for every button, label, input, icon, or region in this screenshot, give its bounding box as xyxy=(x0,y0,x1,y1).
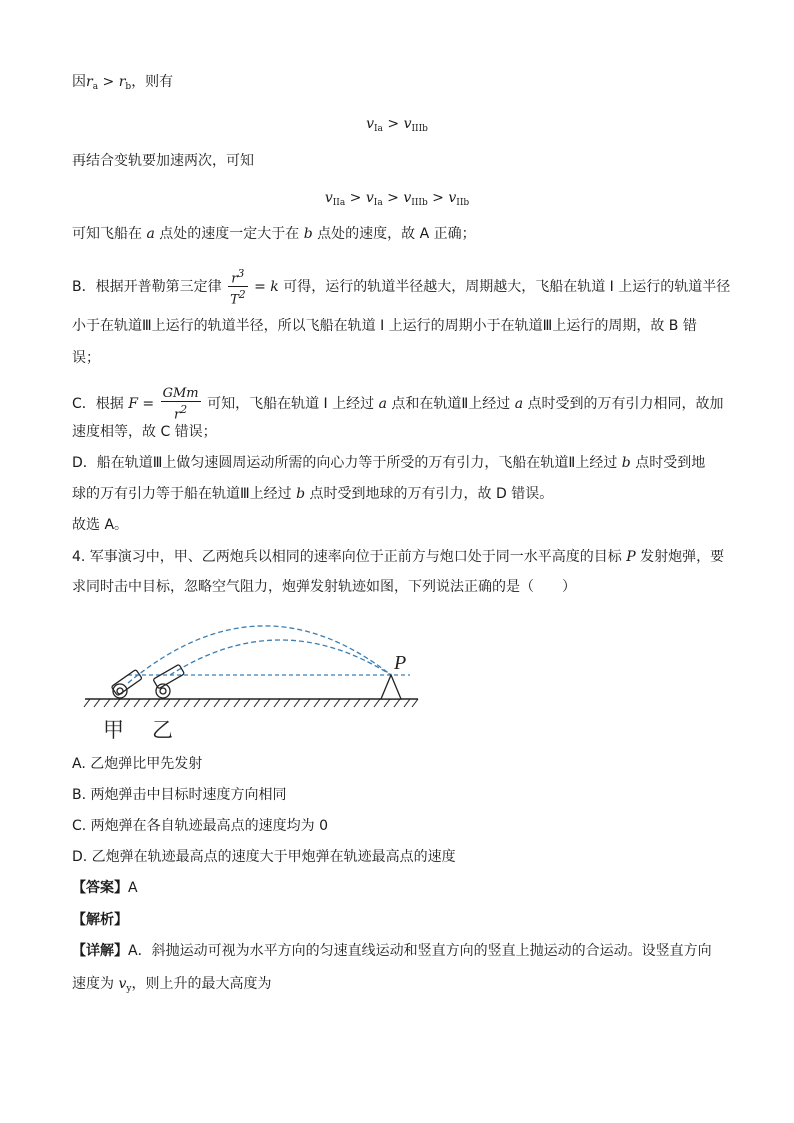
text-line-b-3: 误； xyxy=(72,350,100,366)
text-line-d-2: 球的万有引力等于船在轨道Ⅲ上经过 b 点时受到地球的万有引力，故 D 错误。 xyxy=(72,486,554,502)
answer-line: 【答案】A xyxy=(72,880,138,896)
text-line-d-1: D．船在轨道Ⅲ上做匀速圆周运动所需的向心力等于所受的万有引力，飞船在轨道Ⅱ上经过 b 点时受到地 xyxy=(72,455,706,471)
option-d: D. 乙炮弹在轨迹最高点的速度大于甲炮弹在轨迹最高点的速度 xyxy=(72,849,456,865)
option-a: A. 乙炮弹比甲先发射 xyxy=(72,756,203,772)
text-line-b-2: 小于在轨道Ⅲ上运行的轨道半径，所以飞船在轨道 Ⅰ 上运行的周期小于在轨道Ⅲ上运行的周期，故 B 错 xyxy=(72,318,697,334)
inline-formula: $r_a > r_b$ xyxy=(86,74,132,92)
cannon-jia xyxy=(111,669,142,698)
analysis-label: 【解析】 xyxy=(72,912,128,928)
question-4-line-1: 4. 军事演习中，甲、乙两炮兵以相同的速率向位于正前方与炮口处于同一水平高度的目标 P 发射炮弹，要 xyxy=(72,549,725,565)
ground-hatching xyxy=(84,699,418,707)
text-line-conclusion-a: 可知飞船在 a 点处的速度一定大于在 b 点处的速度，故 A 正确； xyxy=(72,226,476,242)
text-line-radius-compare xyxy=(72,72,173,97)
text-line-c-2: 速度相等，故 C 错误； xyxy=(72,424,217,440)
text-line-b-1: B．根据开普勒第三定律 $\frac{r^3}{T^2}$ = k 可得，运行的轨道半径越大，周期越大，飞船在轨道 Ⅰ 上运行的轨道半径 xyxy=(72,267,731,308)
text-fragment: ，则有 xyxy=(131,74,174,90)
gravity-fraction: $\frac{\text{GMm}}{r^2}$ xyxy=(162,386,199,423)
text-line-accelerate: 再结合变轨要加速两次，可知 xyxy=(72,153,254,169)
target-triangle xyxy=(381,675,401,699)
text-line-choose: 故选 A。 xyxy=(72,517,129,533)
kepler-fraction: $\frac{r^3}{T^2}$ xyxy=(230,267,246,308)
text-line-c-1: C．根据 F = $\frac{\text{GMm}}{r^2}$ 可知，飞船在轨道 Ⅰ 上经过 a 点和在轨道Ⅱ上经过 a 点时受到的万有引力相同，故加 xyxy=(72,386,724,423)
trajectory-yi xyxy=(170,640,391,675)
projectile-figure xyxy=(80,615,425,745)
option-b: B. 两炮弹击中目标时速度方向相同 xyxy=(72,787,287,803)
equation-velocity-chain: $v_{IIa} > v_{Ia} > v_{IIIb} > v_{IIb}$ xyxy=(324,190,470,208)
text-fragment: 因 xyxy=(72,74,86,90)
target-label: P xyxy=(394,652,407,674)
option-c: C. 两炮弹在各自轨迹最高点的速度均为 0 xyxy=(72,818,329,834)
label-jia: 甲 xyxy=(103,718,124,742)
detail-line-1: 【详解】A．斜抛运动可视为水平方向的匀速直线运动和竖直方向的竖直上抛运动的合运动。设竖直方向 xyxy=(72,943,712,959)
detail-line-2: 速度为 $v_y$，则上升的最大高度为 xyxy=(72,976,272,994)
equation-velocity-1: $v_{Ia} > v_{IIIb}$ xyxy=(366,116,428,134)
question-4-line-2: 求同时击中目标，忽略空气阻力，炮弹发射轨迹如图，下列说法正确的是（ ） xyxy=(72,579,576,595)
label-yi: 乙 xyxy=(152,718,173,742)
trajectory-jia xyxy=(128,626,391,683)
